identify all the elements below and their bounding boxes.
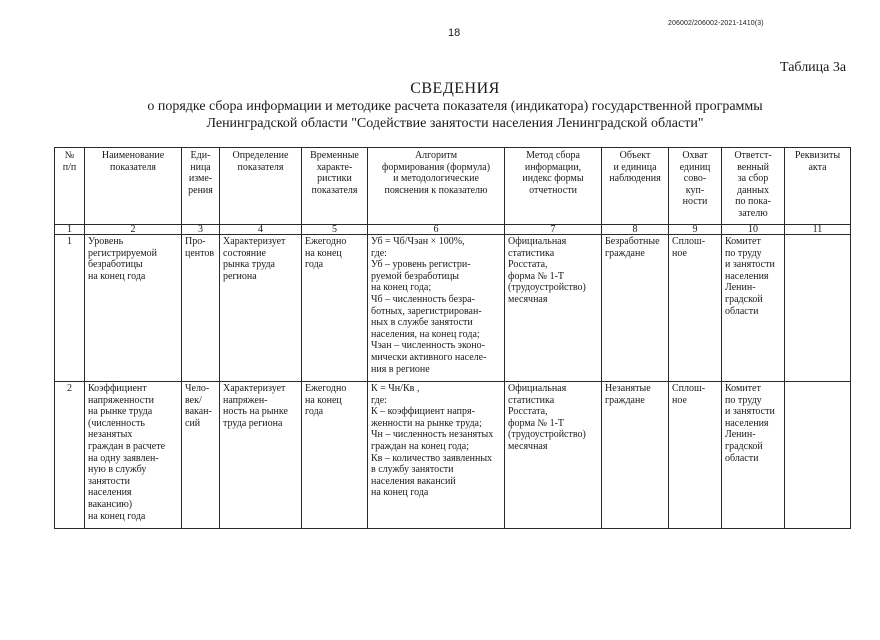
page-number: 18 [448,27,461,39]
indicator-table [54,147,851,529]
header-coverage: Охват единиц сово- куп- ности [669,148,722,225]
column-number: 2 [85,225,182,235]
title-line-2: Ленинградской области "Содействие занятости населения Ленинградской области" [206,116,704,131]
indicator-algorithm: Уб = Чб/Чэан × 100%, где: Уб – уровень регистри- руемой безработицы на конец года; Чб – численность безра- ботных, зарегистрирован- ных в службе занятости населения, на конец года; Чэан – численность эконо- мически активного населе- ния в регионе [368,235,505,382]
indicator-name: Коэффициент напряженности на рынке труда (численность незанятых граждан в расчете на одну заявлен- ную в службу занятости населения вакансию) на конец года [85,382,182,529]
indicator-definition: Характеризует напряжен- ность на рынке труда региона [220,382,302,529]
column-number: 9 [669,225,722,235]
row-number: 1 [55,235,85,382]
column-number: 5 [302,225,368,235]
column-number: 11 [785,225,851,235]
column-number: 8 [602,225,669,235]
header-object: Объект и единица наблюдения [602,148,669,225]
indicator-name: Уровень регистрируемой безработицы на конец года [85,235,182,382]
indicator-object: Незанятые граждане [602,382,669,529]
header-definition: Определение показателя [220,148,302,225]
header-name: Наименование показателя [85,148,182,225]
header-method: Метод сбора информации, индекс формы отчетности [505,148,602,225]
column-number-row [55,225,851,235]
column-number: 4 [220,225,302,235]
indicator-responsible: Комитет по труду и занятости населения Ленин- градской области [722,382,785,529]
column-number: 3 [182,225,220,235]
indicator-unit: Про- центов [182,235,220,382]
column-number: 1 [55,225,85,235]
indicator-act [785,382,851,529]
indicator-time: Ежегодно на конец года [302,235,368,382]
indicator-time: Ежегодно на конец года [302,382,368,529]
indicator-unit: Чело- век/ вакан- сий [182,382,220,529]
indicator-responsible: Комитет по труду и занятости населения Ленин- градской области [722,235,785,382]
row-number: 2 [55,382,85,529]
table-row [55,235,851,382]
indicator-coverage: Сплош- ное [669,235,722,382]
indicator-act [785,235,851,382]
header-time: Временные характе- ристики показателя [302,148,368,225]
document-title [60,80,850,132]
table-row [55,382,851,529]
table-caption: Таблица 3а [780,60,847,75]
title-line-1: о порядке сбора информации и методике расчета показателя (индикатора) государственной программы [147,99,763,114]
indicator-algorithm: К = Чн/Кв , где: К – коэффициент напря- женности на рынке труда; Чн – численность незанятых граждан на конец года; Кв – количество заявленных в службу занятости населения вакансий на конец года [368,382,505,529]
header-act: Реквизиты акта [785,148,851,225]
header-unit: Еди- ница изме- рения [182,148,220,225]
indicator-method: Официальная статистика Росстата, форма № 1-Т (трудоустройство) месячная [505,382,602,529]
indicator-coverage: Сплош- ное [669,382,722,529]
header-algorithm: Алгоритм формирования (формула) и методологические пояснения к показателю [368,148,505,225]
title-main: СВЕДЕНИЯ [410,80,500,97]
indicator-method: Официальная статистика Росстата, форма № 1-Т (трудоустройство) месячная [505,235,602,382]
column-number: 7 [505,225,602,235]
header-responsible: Ответст- венный за сбор данных по пока- зателю [722,148,785,225]
indicator-definition: Характеризует состояние рынка труда региона [220,235,302,382]
table-header-row [55,148,851,225]
column-number: 6 [368,225,505,235]
document-code: 206002/206002-2021-1410(3) [668,20,764,27]
column-number: 10 [722,225,785,235]
header-number: № п/п [55,148,85,225]
indicator-object: Безработные граждане [602,235,669,382]
